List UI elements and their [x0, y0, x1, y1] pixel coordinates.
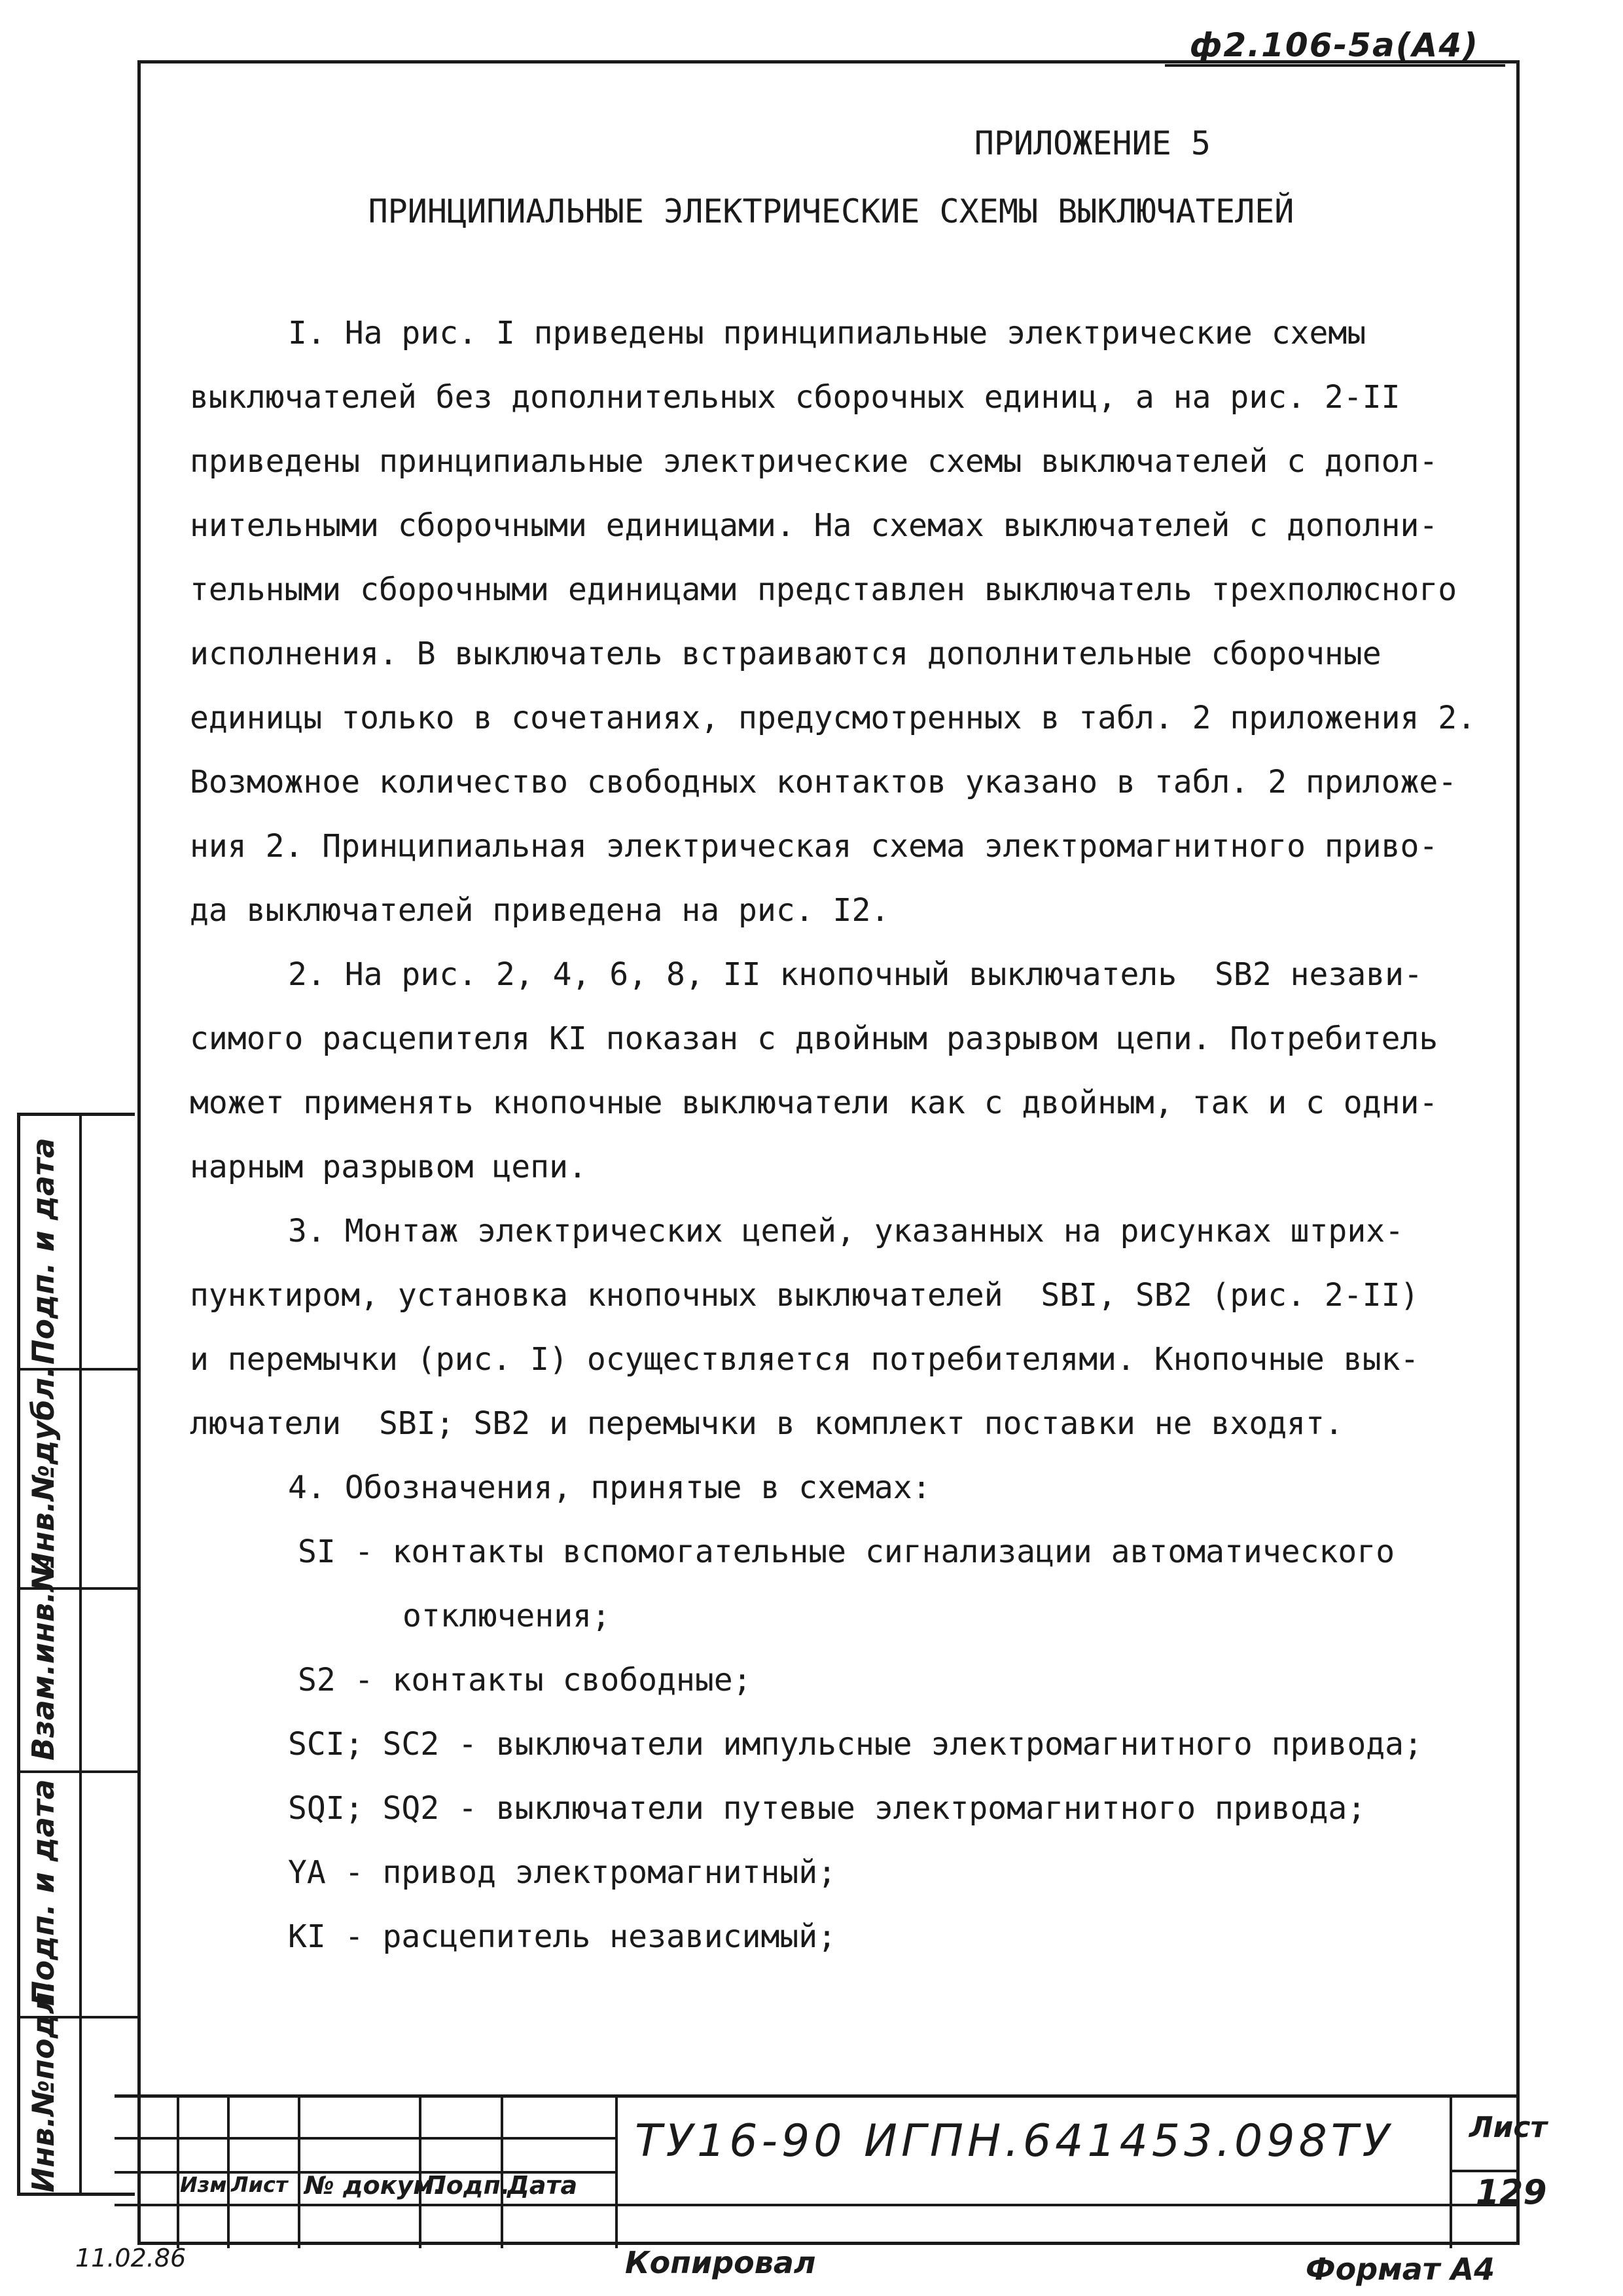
document-title: ПРИНЦИПИАЛЬНЫЕ ЭЛЕКТРИЧЕСКИЕ СХЕМЫ ВЫКЛЮЧАТЕЛЕЙ: [368, 192, 1294, 230]
appendix-heading: ПРИЛОЖЕНИЕ 5: [974, 124, 1211, 162]
definition-line: S2 - контакты свободные;: [298, 1662, 752, 1698]
side-label: Подп. и дата: [26, 1779, 61, 2006]
document-code: ТУ16-90 ИГПН.641453.098ТУ: [635, 2115, 1393, 2167]
text-line: нарным разрывом цепи.: [190, 1149, 587, 1185]
stamp-divider: [1450, 2098, 1452, 2248]
text-line: I. На рис. I приведены принципиальные электрические схемы: [288, 315, 1366, 351]
form-code: ф2.106-5а(А4): [1189, 26, 1479, 64]
stamp-izm-label: Изм: [180, 2172, 227, 2197]
text-line: приведены принципиальные электрические схемы выключателей с допол-: [190, 443, 1438, 480]
text-line: лючатели SBI; SB2 и перемычки в комплект поставки не входят.: [190, 1405, 1344, 1442]
definition-line: отключения;: [402, 1598, 611, 1634]
stamp-data-label: Дата: [507, 2171, 578, 2200]
stamp-divider: [115, 2204, 1520, 2206]
stamp-divider: [115, 2137, 615, 2140]
stamp-podp-label: Подп.: [425, 2171, 510, 2200]
format-label: Формат А4: [1306, 2251, 1495, 2287]
text-line: пунктиром, установка кнопочных выключателей SBI, SB2 (рис. 2-II): [190, 1277, 1419, 1314]
text-line: может применять кнопочные выключатели как с двойным, так и с одни-: [190, 1085, 1438, 1121]
text-line: единицы только в сочетаниях, предусмотренных в табл. 2 приложения 2.: [190, 700, 1476, 736]
text-line: Возможное количество свободных контактов указано в табл. 2 приложе-: [190, 764, 1457, 800]
document-body: [190, 124, 1544, 1969]
stamp-divider: [1450, 2170, 1520, 2172]
side-label: Подп. и дата: [26, 1138, 61, 1365]
stamp-docnum-label: № докум.: [304, 2171, 443, 2200]
text-line: и перемычки (рис. I) осуществляется потребителями. Кнопочные вык-: [190, 1341, 1419, 1378]
side-divider: [20, 1770, 138, 1773]
text-line: тельными сборочными единицами представлен выключатель трехполюсного: [190, 571, 1457, 608]
text-line: 2. На рис. 2, 4, 6, 8, II кнопочный выключатель SB2 незави-: [288, 956, 1423, 993]
stamp-divider: [615, 2098, 618, 2248]
copied-by-label: Копировал: [625, 2245, 816, 2280]
text-line: исполнения. В выключатель встраиваются дополнительные сборочные: [190, 636, 1382, 672]
definition-line: KI - расцепитель независимый;: [288, 1918, 837, 1955]
text-line: 3. Монтаж электрических цепей, указанных на рисунках штрих-: [288, 1213, 1404, 1249]
definition-line: SI - контакты вспомогательные сигнализации автоматического: [298, 1534, 1395, 1570]
side-label: Инв.№дубл.: [26, 1366, 61, 1577]
text-line: ния 2. Принципиальная электрическая схема электромагнитного приво-: [190, 828, 1438, 865]
sheet-label: Лист: [1469, 2111, 1547, 2144]
definition-line: YA - привод электромагнитный;: [288, 1854, 837, 1891]
text-line: 4. Обозначения, принятые в схемах:: [288, 1469, 931, 1506]
definition-line: SQI; SQ2 - выключатели путевые электромагнитного привода;: [288, 1790, 1366, 1827]
text-line: да выключателей приведена на рис. I2.: [190, 892, 890, 929]
text-line: симого расцепителя KI показан с двойным разрывом цепи. Потребитель: [190, 1020, 1438, 1057]
side-label: Взам.инв.№: [26, 1555, 61, 1761]
side-stamp: [17, 1113, 135, 2196]
text-line: нительными сборочными единицами. На схемах выключателей с дополни-: [190, 507, 1438, 544]
date-note: 11.02.86: [75, 2244, 187, 2272]
stamp-list-label: Лист: [231, 2172, 288, 2197]
text-line: выключателей без дополнительных сборочных единиц, а на рис. 2-II: [190, 379, 1400, 416]
sheet-number: 129: [1476, 2173, 1547, 2212]
side-label: Инв.№подл.: [26, 1981, 61, 2193]
definition-line: SCI; SC2 - выключатели импульсные электромагнитного привода;: [288, 1726, 1423, 1763]
